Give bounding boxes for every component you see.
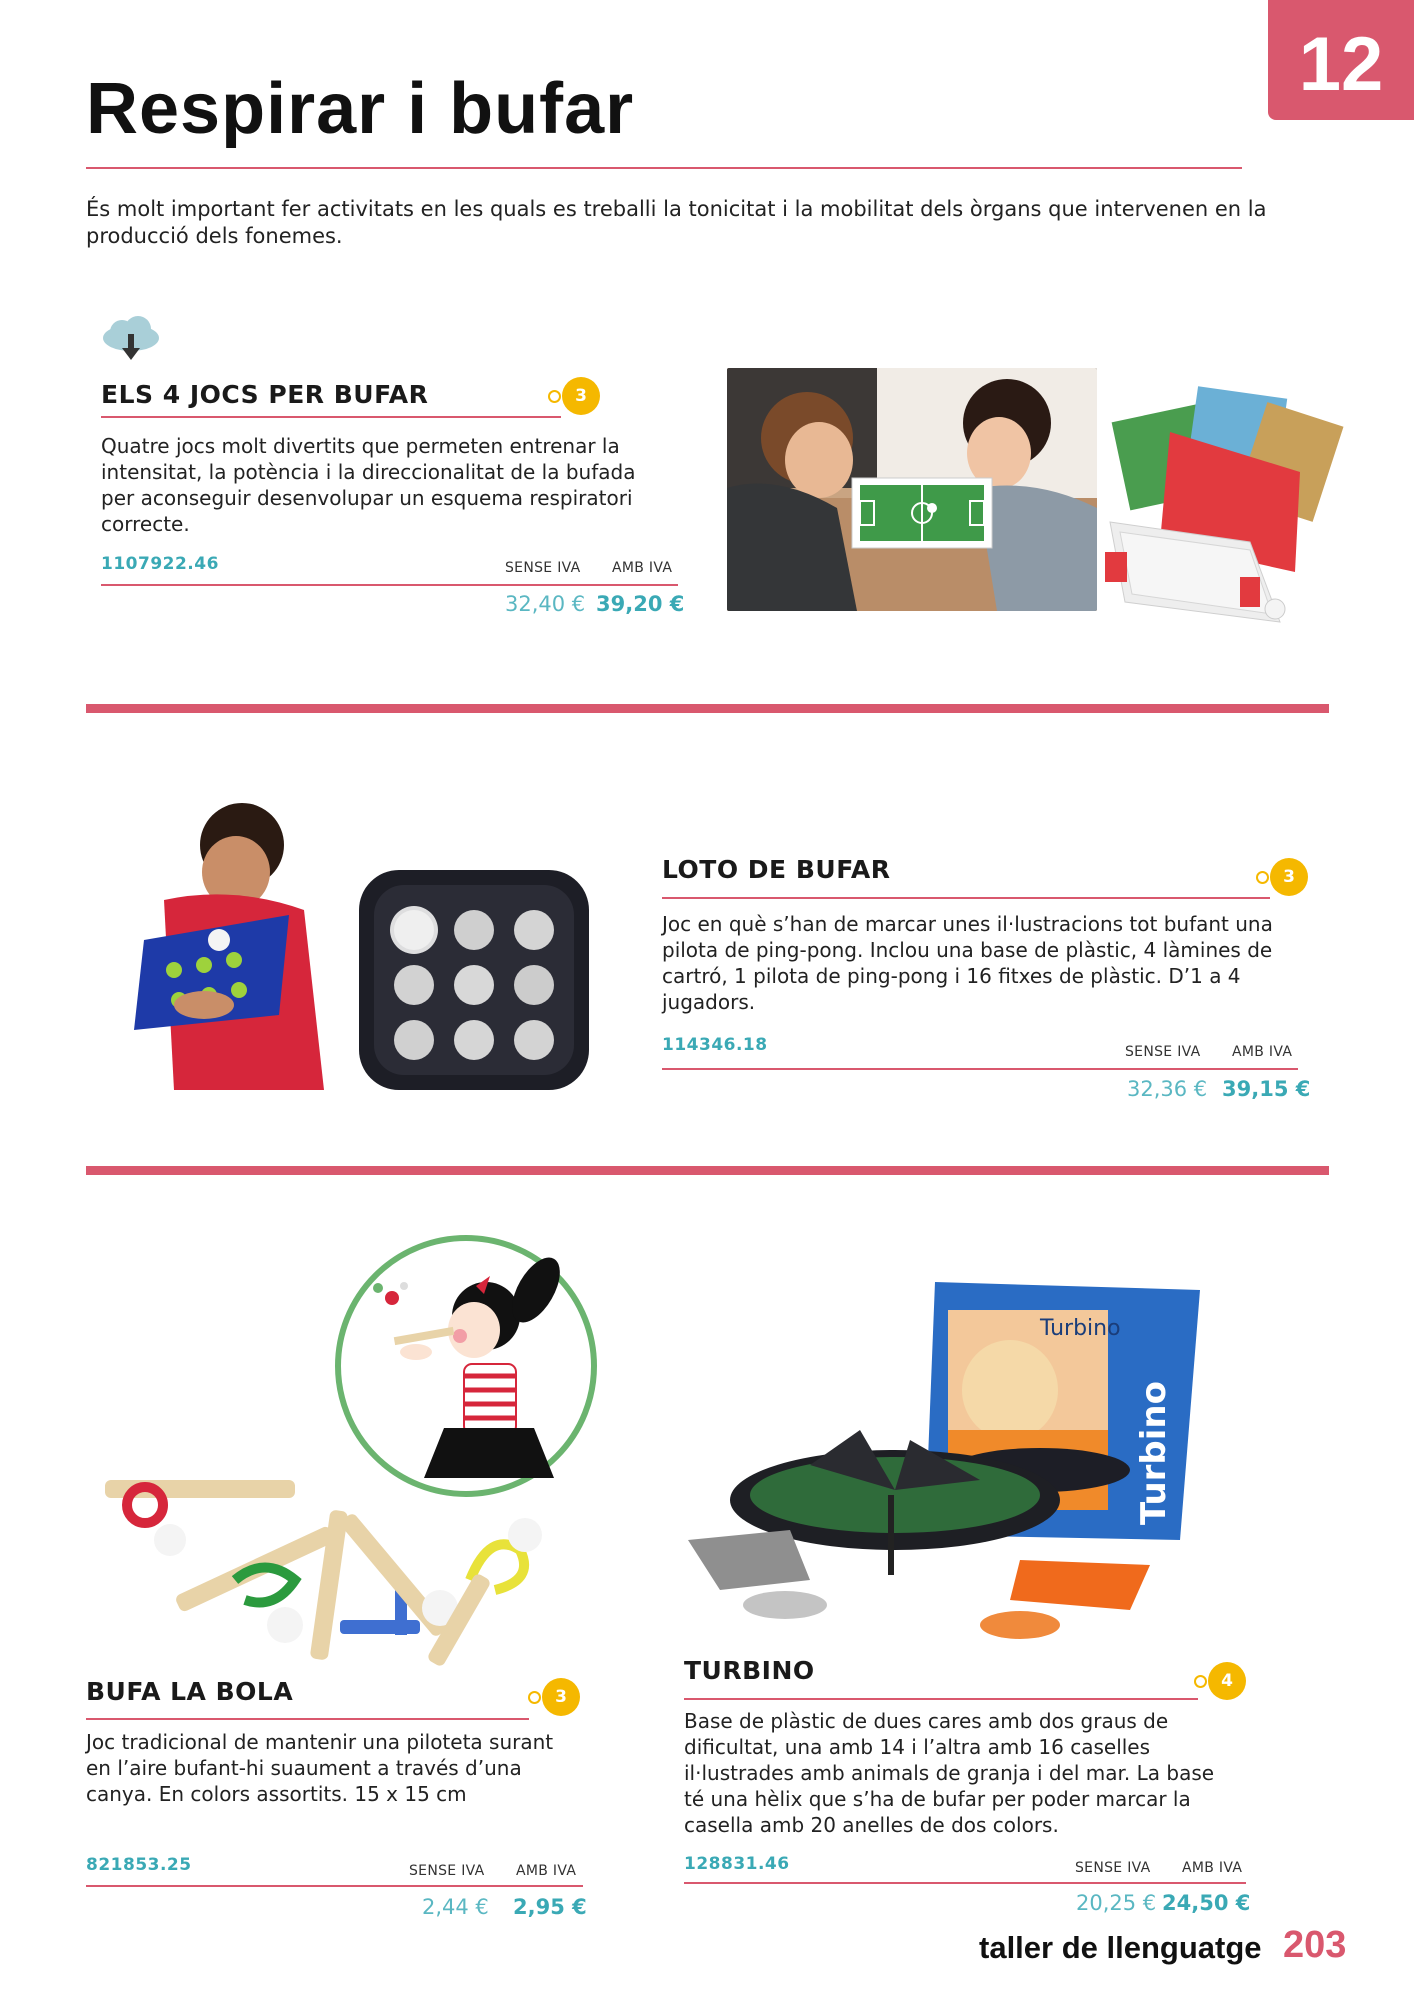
product-description: Joc en què s’han de marcar unes il·lustracions tot bufant una pilota de ping-pong. Inclou una base de plàstic, 4 làmines de cartró, 1 pilota de ping-pong i 16 fitxes de plàstic. D’1 a 4 jugadors. — [662, 912, 1273, 1014]
product-title-loto: LOTO DE BUFAR — [662, 855, 891, 884]
age-badge-value: 3 — [1270, 858, 1308, 896]
price-net: 20,25 € — [1076, 1891, 1157, 1915]
price-header-gross: AMB IVA — [1182, 1860, 1243, 1876]
product-description: Base de plàstic de dues cares amb dos graus de dificultat, una amb 14 i l’altra amb 16 caselles il·lustrades amb animals de granja i del mar. La base té una hèlix que s’ha de bufar per poder marcar la casella amb 20 anelles de dos colors. — [684, 1709, 1215, 1837]
box-label: Turbino — [1040, 1316, 1121, 1341]
price-gross: 39,20 € — [596, 592, 685, 616]
product-title-bufa-la-bola: BUFA LA BOLA — [86, 1677, 294, 1706]
product-divider — [101, 416, 561, 418]
price-header-net: SENSE IVA — [505, 560, 581, 576]
price-header-net: SENSE IVA — [1125, 1044, 1201, 1060]
intro-text: És molt important fer activitats en les quals es treballi la tonicitat i la mobilitat dels òrgans que intervenen en la producció dels fonemes. — [86, 197, 1267, 248]
product-reference: 114346.18 — [662, 1035, 768, 1055]
product-description: Joc tradicional de mantenir una piloteta surant en l’aire bufant-hi suaument a través d’una canya. En colors assortits. 15 x 15 cm — [86, 1730, 554, 1806]
price-net: 2,44 € — [422, 1895, 489, 1919]
cloud-download-icon[interactable] — [100, 316, 162, 366]
chapter-tab: 12 — [1268, 0, 1414, 120]
section-divider — [86, 1166, 1329, 1175]
price-gross: 39,15 € — [1222, 1077, 1311, 1101]
product-reference: 1107922.46 — [101, 554, 219, 574]
product-photo-loto — [124, 790, 614, 1110]
section-divider — [86, 704, 1329, 713]
product-photo-red-case — [1100, 372, 1350, 642]
product-reference: 821853.25 — [86, 1855, 192, 1875]
product-photo-kids-blowing — [727, 368, 1097, 611]
title-divider — [86, 167, 1242, 169]
price-divider — [684, 1882, 1246, 1884]
price-header-net: SENSE IVA — [409, 1863, 485, 1879]
price-header-net: SENSE IVA — [1075, 1860, 1151, 1876]
price-gross: 2,95 € — [513, 1895, 587, 1919]
age-badge-icon — [562, 377, 600, 415]
age-badge-value: 3 — [562, 377, 600, 415]
product-description: Quatre jocs molt divertits que permeten entrenar la intensitat, la potència i la direccionalitat de la bufada per aconseguir desenvolupar un esquema respiratori correcte. — [101, 434, 636, 536]
product-photo-blow-pipes — [95, 1460, 575, 1675]
product-reference: 128831.46 — [684, 1854, 790, 1874]
price-header-gross: AMB IVA — [1232, 1044, 1293, 1060]
product-divider — [684, 1698, 1198, 1700]
age-badge-icon — [1270, 858, 1308, 896]
price-divider — [101, 584, 678, 586]
price-divider — [86, 1885, 583, 1887]
age-badge-icon — [1208, 1662, 1246, 1700]
product-title-turbino: TURBINO — [684, 1656, 815, 1685]
age-badge-value: 3 — [542, 1678, 580, 1716]
price-net: 32,36 € — [1127, 1077, 1208, 1101]
product-divider — [662, 897, 1270, 899]
price-net: 32,40 € — [505, 592, 586, 616]
svg-text:Turbino: Turbino — [1134, 1381, 1174, 1525]
price-header-gross: AMB IVA — [612, 560, 673, 576]
price-header-gross: AMB IVA — [516, 1863, 577, 1879]
product-title-4-jocs: ELS 4 JOCS PER BUFAR — [101, 380, 429, 409]
product-photo-turbino — [680, 1280, 1200, 1670]
page-number: 203 — [1283, 1924, 1347, 1966]
price-gross: 24,50 € — [1162, 1891, 1251, 1915]
age-badge-icon — [542, 1678, 580, 1716]
price-divider — [662, 1068, 1298, 1070]
footer-section-label: taller de llenguatge — [979, 1930, 1262, 1965]
page-title: Respirar i bufar — [86, 69, 635, 149]
product-divider — [86, 1718, 529, 1720]
age-badge-value: 4 — [1208, 1662, 1246, 1700]
